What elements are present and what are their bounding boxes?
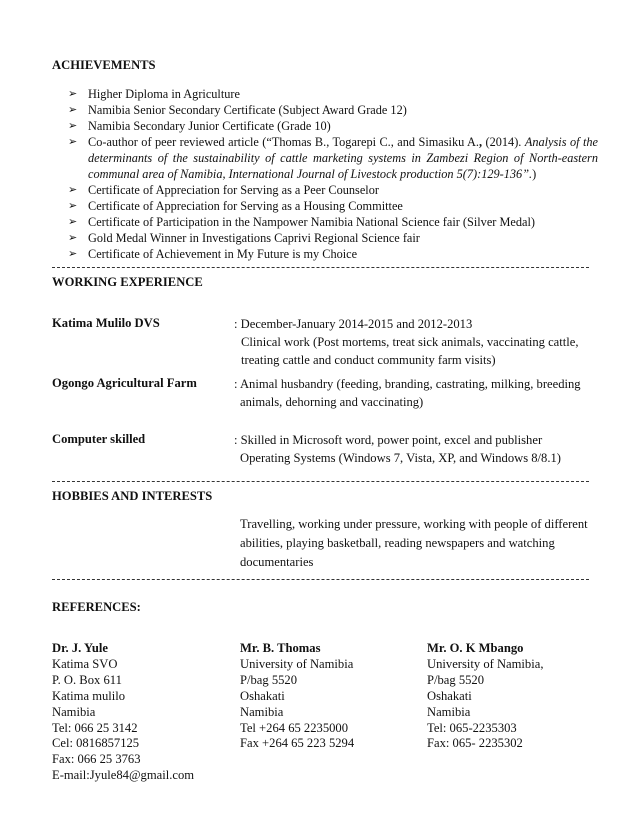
experience-line: animals, dehorning and vaccinating) xyxy=(240,395,424,409)
experience-label: Computer skilled xyxy=(52,432,146,446)
reference-line: University of Namibia, xyxy=(427,656,544,671)
reference-line: P/bag 5520 xyxy=(427,672,485,687)
experience-line: : December-January 2014-2015 and 2012-2013 xyxy=(234,317,473,331)
arrow-bullet-icon: ➢ xyxy=(68,247,78,260)
arrow-bullet-icon: ➢ xyxy=(68,231,78,244)
reference-line: Fax: 066 25 3763 xyxy=(52,752,141,767)
reference-line: Katima SVO xyxy=(52,656,118,671)
reference-line: Tel: 065-2235303 xyxy=(427,720,517,735)
reference-name: Mr. O. K Mbango xyxy=(427,641,524,655)
achievement-text: Certificate of Appreciation for Serving as a Peer Counselor xyxy=(88,183,379,197)
experience-line: Clinical work (Post mortems, treat sick animals, vaccinating cattle, xyxy=(241,335,579,349)
arrow-bullet-icon: ➢ xyxy=(68,199,78,212)
experience-line: : Animal husbandry (feeding, branding, castrating, milking, breeding xyxy=(234,377,581,391)
achievement-text: Certificate of Achievement in My Future is my Choice xyxy=(88,247,358,261)
achievement-text: Gold Medal Winner in Investigations Caprivi Regional Science fair xyxy=(88,231,420,245)
experience-line: Operating Systems (Windows 7, Vista, XP, and Windows 8/8.1) xyxy=(240,451,561,465)
reference-name: Mr. B. Thomas xyxy=(240,641,321,655)
article-title: Analysis of the determinants of the sustainability of cattle marketing systems in Zambezi Region of North-eastern communal area of Namibia, International Journal of Livestock production 5(7):129-136”. xyxy=(88,135,598,182)
experience-label: Katima Mulilo DVS xyxy=(52,316,160,330)
achievement-text: Namibia Senior Secondary Certificate (Subject Award Grade 12) xyxy=(88,103,407,117)
achievement-text: Certificate of Appreciation for Serving as a Housing Committee xyxy=(88,199,403,213)
hobbies-line: Travelling, working under pressure, working with people of different xyxy=(240,517,588,531)
article-authors: Co-author of peer reviewed article (“Thomas B., Togarepi C., and Simasiku A. xyxy=(88,135,479,149)
reference-line: Namibia xyxy=(240,704,284,719)
references-heading: REFERENCES: xyxy=(52,600,141,614)
reference-line: Oshakati xyxy=(427,688,472,703)
reference-card xyxy=(52,641,194,784)
hobbies-line: abilities, playing basketball, reading newspapers and watching xyxy=(240,536,555,550)
article-close: ) xyxy=(532,167,537,182)
achievement-text: Certificate of Participation in the Nampower Namibia National Science fair (Silver Medal) xyxy=(88,215,535,229)
reference-line: P/bag 5520 xyxy=(240,672,298,687)
section-divider xyxy=(52,481,589,482)
hobbies-line: documentaries xyxy=(240,555,314,569)
working-experience-heading: WORKING EXPERIENCE xyxy=(52,275,203,289)
arrow-bullet-icon: ➢ xyxy=(68,119,78,132)
experience-description xyxy=(234,375,581,411)
reference-line: Katima mulilo xyxy=(52,688,126,703)
article-year: (2014). xyxy=(482,135,525,149)
reference-line: Tel +264 65 2235000 xyxy=(240,720,349,735)
reference-line: Namibia xyxy=(52,704,96,719)
reference-line: Fax: 065- 2235302 xyxy=(427,736,523,751)
achievement-text: Namibia Secondary Junior Certificate (Grade 10) xyxy=(88,119,331,133)
arrow-bullet-icon: ➢ xyxy=(68,103,78,116)
article-comma: , xyxy=(478,135,483,149)
experience-line: treating cattle and conduct community farm visits) xyxy=(241,353,496,367)
hobbies-heading: HOBBIES AND INTERESTS xyxy=(52,489,213,503)
reference-line: Namibia xyxy=(427,704,471,719)
hobbies-text xyxy=(240,515,588,572)
reference-name: Dr. J. Yule xyxy=(52,641,108,655)
reference-card xyxy=(427,641,543,752)
experience-label: Ogongo Agricultural Farm xyxy=(52,376,197,390)
experience-description xyxy=(234,315,579,369)
section-divider xyxy=(52,267,589,268)
arrow-bullet-icon: ➢ xyxy=(68,135,78,148)
reference-line: Oshakati xyxy=(240,688,285,703)
reference-line: Tel: 066 25 3142 xyxy=(52,720,138,735)
reference-card xyxy=(240,641,354,752)
reference-line: University of Namibia xyxy=(240,656,354,671)
reference-line: Cel: 0816857125 xyxy=(52,736,140,751)
experience-line: : Skilled in Microsoft word, power point, excel and publisher xyxy=(234,433,543,447)
arrow-bullet-icon: ➢ xyxy=(68,87,78,100)
achievement-text: Higher Diploma in Agriculture xyxy=(88,87,240,101)
arrow-bullet-icon: ➢ xyxy=(68,183,78,196)
reference-email: E-mail:Jyule84@gmail.com xyxy=(52,768,195,783)
achievements-heading: ACHIEVEMENTS xyxy=(52,58,156,72)
experience-description xyxy=(234,431,561,467)
section-divider xyxy=(52,579,589,580)
arrow-bullet-icon: ➢ xyxy=(68,215,78,228)
list-item xyxy=(68,134,598,184)
reference-line: Fax +264 65 223 5294 xyxy=(240,736,355,751)
achievement-article-text xyxy=(88,134,598,183)
reference-line: P. O. Box 611 xyxy=(52,672,122,687)
